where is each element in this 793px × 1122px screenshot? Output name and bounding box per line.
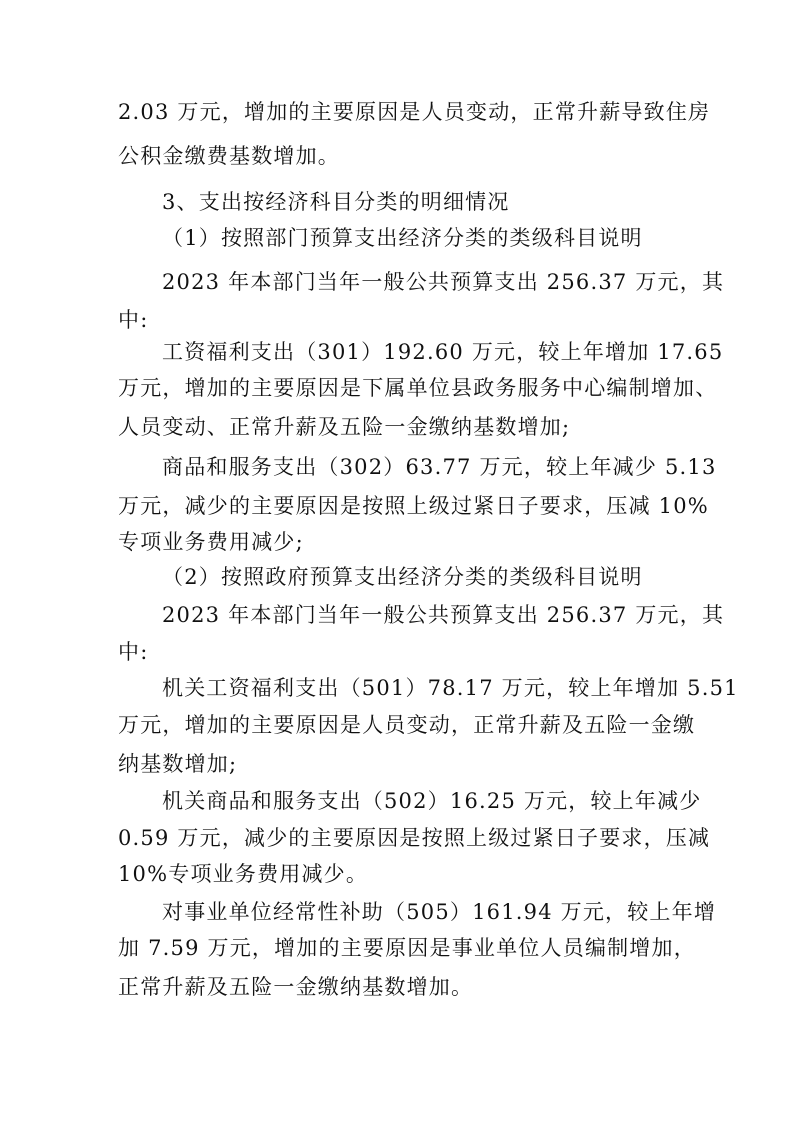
paragraph-line: 万元，增加的主要原因是下属单位县政务服务中心编制增加、 — [118, 376, 718, 400]
paragraph-line: 人员变动、正常升薪及五险一金缴纳基数增加; — [118, 415, 571, 439]
paragraph-line: 中: — [118, 308, 149, 332]
paragraph-line: 工资福利支出（301）192.60 万元，较上年增加 17.65 — [162, 340, 724, 364]
paragraph-line: 机关工资福利支出（501）78.17 万元，较上年增加 5.51 — [162, 676, 739, 700]
paragraph-line: 万元，增加的主要原因是人员变动，正常升薪及五险一金缴 — [118, 713, 696, 737]
paragraph-line: 纳基数增加; — [118, 752, 238, 776]
paragraph-line: 正常升薪及五险一金缴纳基数增加。 — [118, 975, 474, 999]
paragraph-line: 中: — [118, 640, 149, 664]
subsection-heading: （2）按照政府预算支出经济分类的类级科目说明 — [162, 565, 643, 589]
paragraph-line: 加 7.59 万元，增加的主要原因是事业单位人员编制增加， — [118, 936, 696, 960]
paragraph-line: 2023 年本部门当年一般公共预算支出 256.37 万元，其 — [162, 603, 725, 627]
paragraph-line: 2023 年本部门当年一般公共预算支出 256.37 万元，其 — [162, 270, 725, 294]
paragraph-line: 万元，减少的主要原因是按照上级过紧日子要求，压减 10% — [118, 494, 709, 518]
paragraph-line: 2.03 万元，增加的主要原因是人员变动，正常升薪导致住房 — [118, 100, 711, 124]
paragraph-line: 对事业单位经常性补助（505）161.94 万元，较上年增 — [162, 900, 717, 924]
paragraph-line: 公积金缴费基数增加。 — [118, 144, 340, 168]
subsection-heading: （1）按照部门预算支出经济分类的类级科目说明 — [162, 226, 643, 250]
paragraph-line: 0.59 万元，减少的主要原因是按照上级过紧日子要求，压减 — [118, 826, 711, 850]
section-heading: 3、支出按经济科目分类的明细情况 — [162, 190, 510, 214]
paragraph-line: 10%专项业务费用减少。 — [118, 862, 369, 886]
paragraph-line: 商品和服务支出（302）63.77 万元，较上年减少 5.13 — [162, 455, 717, 479]
paragraph-line: 专项业务费用减少; — [118, 530, 304, 554]
paragraph-line: 机关商品和服务支出（502）16.25 万元，较上年减少 — [162, 789, 702, 813]
